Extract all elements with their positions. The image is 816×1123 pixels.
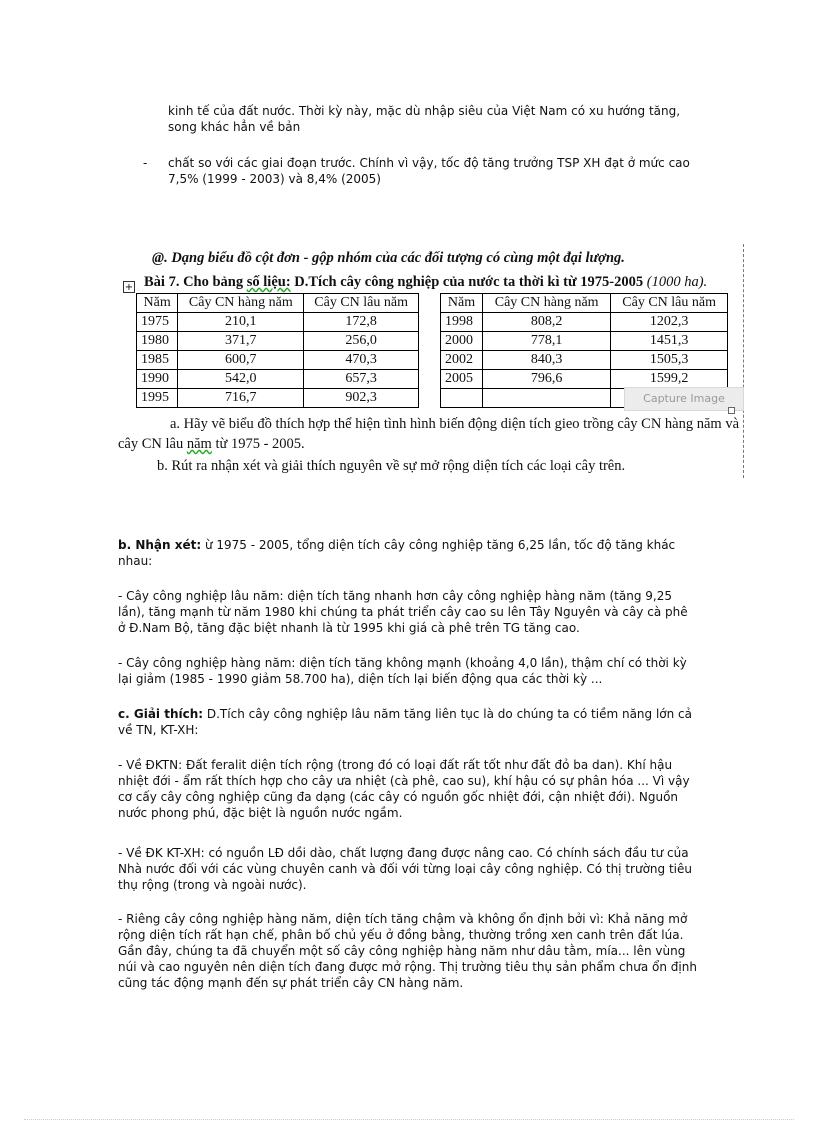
table-row [441,370,728,389]
year-cell: 1975 [137,313,178,332]
giai-thich-text: D.Tích cây công nghiệp lâu năm tăng liên tục là do chúng ta có tiềm năng lớn cả về TN, KT-XH: [118,707,693,737]
year-cell: 2000 [441,332,483,351]
table-row [137,351,419,370]
annual-cell: 210,1 [178,313,304,332]
header-annual: Cây CN hàng năm [178,294,304,313]
exercise-label: Bài 7. [144,274,180,290]
perennial-cell: 1202,3 [611,313,728,332]
year-cell: 2005 [441,370,483,389]
year-cell: 1995 [137,389,178,408]
question-b: b. Rút ra nhận xét và giải thích nguyên về sự mở rộng diện tích các loại cây trên. [157,458,626,474]
header-annual: Cây CN hàng năm [483,294,611,313]
nhan-xet-text: ừ 1975 - 2005, tổng diện tích cây công nghiệp tăng 6,25 lần, tốc độ tăng khác nhau: [118,538,676,568]
question-a [118,414,748,454]
question-a-wavy: năm [186,436,212,452]
question-a-text: a. Hãy vẽ biểu đồ thích hợp thể hiện tình hình biến động diện tích gieo trồng cây CN hàng năm và cây CN lâu [118,416,740,452]
annual-cell: 778,1 [483,332,611,351]
header-year: Năm [137,294,178,313]
annual-cell [483,389,611,408]
exercise-title [144,274,707,291]
table-row [441,313,728,332]
perennial-cell: 256,0 [304,332,419,351]
answer-nhan-xet [118,537,698,569]
annual-cell: 808,2 [483,313,611,332]
answer-rieng: - Riêng cây công nghiệp hàng năm, diện tích tăng chậm và không ổn định bởi vì: Khả năng mở rộng diện tích rất hạn chế, phân bố chủ yếu ở đồng bằng, thường trồng xen canh trên đất lúa. Gần đây, chúng ta đã chuyển một số cây công nghiệp hàng năm như dâu tằm, mía... lên vùng núi và cao nguyên nên diện tích đang được mở rộng. Thị trường tiêu thụ sản phẩm chưa ổn định cũng tác động mạnh đến sự phát triển cây CN hàng năm. [118,912,697,990]
year-cell: 1998 [441,313,483,332]
data-table-left [136,293,419,408]
header-perennial: Cây CN lâu năm [611,294,728,313]
table-row [137,332,419,351]
table-row [137,370,419,389]
perennial-cell: 1599,2 [611,370,728,389]
annual-cell: 600,7 [178,351,304,370]
answer-hang-nam: - Cây công nghiệp hàng năm: diện tích tăng không mạnh (khoảng 4,0 lần), thậm chí có thời kỳ lại giảm (1985 - 1990 giảm 58.700 ha), diện tích lại biến động qua các thời kỳ ... [118,656,687,686]
section-heading: @. Dạng biểu đồ cột đơn - gộp nhóm của các đối tượng có cùng một đại lượng. [152,250,625,266]
intro-paragraph-1: kinh tế của đất nước. Thời kỳ này, mặc dù nhập siêu của Việt Nam có xu hướng tăng, song khác hẳn về bản [168,104,681,134]
capture-image-button[interactable]: Capture Image [624,387,744,411]
perennial-cell: 172,8 [304,313,419,332]
perennial-cell: 1505,3 [611,351,728,370]
perennial-cell: 657,3 [304,370,419,389]
perennial-cell: 902,3 [304,389,419,408]
answer-dk-kt-xh: - Về ĐK KT-XH: có nguồn LĐ dồi dào, chất lượng đang được nâng cao. Có chính sách đầu tư của Nhà nước đối với các vùng chuyên canh và đối với từng loại cây công nghiệp. Có thị trường tiêu thụ rộng (trong và ngoài nước). [118,846,692,892]
table-row [137,389,419,408]
table-move-handle-icon[interactable]: + [124,282,134,293]
year-cell: 1980 [137,332,178,351]
exercise-wavy-word: số liệu: [246,274,291,290]
resize-handle[interactable] [728,407,735,414]
exercise-text-before: Cho bảng [179,274,247,290]
perennial-cell: 470,3 [304,351,419,370]
bullet-dash: - [143,156,148,170]
header-year: Năm [441,294,483,313]
intro-paragraph-2: chất so với các giai đoạn trước. Chính vì vậy, tốc độ tăng trưởng TSP XH đạt ở mức cao 7,5% (1999 - 2003) và 8,4% (2005) [168,156,690,186]
year-cell: 2002 [441,351,483,370]
annual-cell: 796,6 [483,370,611,389]
annual-cell: 542,0 [178,370,304,389]
header-perennial: Cây CN lâu năm [304,294,419,313]
answer-giai-thich [118,706,698,738]
year-cell: 1990 [137,370,178,389]
year-cell [441,389,483,408]
table-row [441,332,728,351]
answer-lau-nam: - Cây công nghiệp lâu năm: diện tích tăng nhanh hơn cây công nghiệp hàng năm (tăng 9,25 lần), tăng mạnh từ năm 1980 khi chúng ta phát triển cây cao su lên Tây Nguyên và cây cà phê ở Đ.Nam Bộ, tăng đặc biệt nhanh là từ 1995 khi giá cà phê trên TG tăng cao. [118,589,688,635]
question-a-tail: từ 1975 - 2005. [211,436,305,452]
exercise-text-after: D.Tích cây công nghiệp của nước ta thời kì từ 1975-2005 [290,274,647,290]
page-bottom-border [24,1119,794,1120]
giai-thich-label: c. Giải thích: [118,707,204,721]
year-cell: 1985 [137,351,178,370]
answer-dktn: - Về ĐKTN: Đất feralit diện tích rộng (trong đó có loại đất rất tốt như đất đỏ ba dan). Khí hậu nhiệt đới - ẩm rất thích hợp cho cây ưa nhiệt (cà phê, cao su), khí hậu có sự phân hóa ... Vì vậy cơ cấy cây công nghiệp cũng đa dạng (các cây có nguồn gốc nhiệt đới, cận nhiệt đới). Nguồn nước phong phú, đặc biệt là nguồn nước ngầm. [118,758,690,820]
perennial-cell: 1451,3 [611,332,728,351]
annual-cell: 371,7 [178,332,304,351]
exercise-unit: (1000 ha). [646,274,708,290]
table-row [441,351,728,370]
nhan-xet-label: b. Nhận xét: [118,538,202,552]
annual-cell: 840,3 [483,351,611,370]
table-row [137,313,419,332]
annual-cell: 716,7 [178,389,304,408]
